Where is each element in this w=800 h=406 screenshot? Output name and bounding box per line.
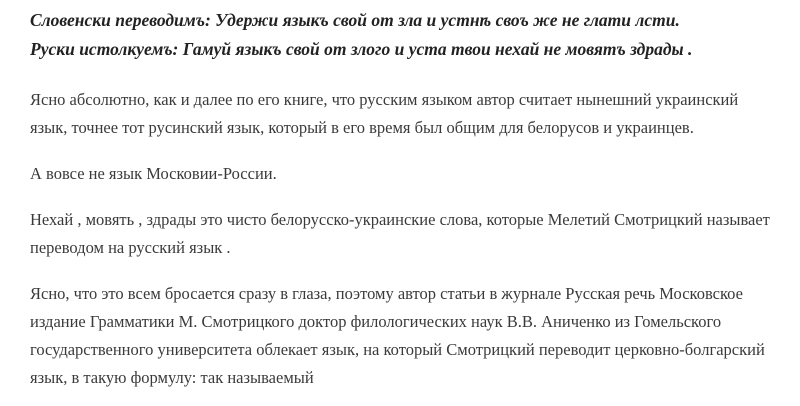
body-paragraph-2: А вовсе не язык Московии-России. — [30, 164, 277, 183]
quote-line-ruthenian: Руски истолкуемъ: Гамуй языкъ свой от злого и уста твои нехай не мовятъ здрады . — [30, 39, 693, 59]
body-paragraph-3: Нехай , мовять , здрады это чисто белорусско-украинские слова, которые Мелетий Смотрицкий называет переводом на русский язык . — [30, 210, 770, 257]
body-paragraph-1: Ясно абсолютно, как и далее по его книге, что русским языком автор считает нынешний украинский язык, точнее тот русинский язык, который в его время был общим для белорусов и украинцев. — [30, 90, 739, 137]
quote-block — [30, 6, 770, 64]
body-paragraph-4: Ясно, что это всем бросается сразу в глаза, поэтому автор статьи в журнале Русская речь Московское издание Грамматики М. Смотрицкого доктор филологических наук В.В. Аниченко из Гомельского государственного университета облекает язык, на который Смотрицкий переводит церковно-болгарский язык, в такую формулу: так называемый — [30, 284, 765, 387]
quote-line-slavonic: Словенски переводимъ: Удержи языкъ свой от зла и устнѣ своъ же не глати лсти. — [30, 10, 680, 30]
